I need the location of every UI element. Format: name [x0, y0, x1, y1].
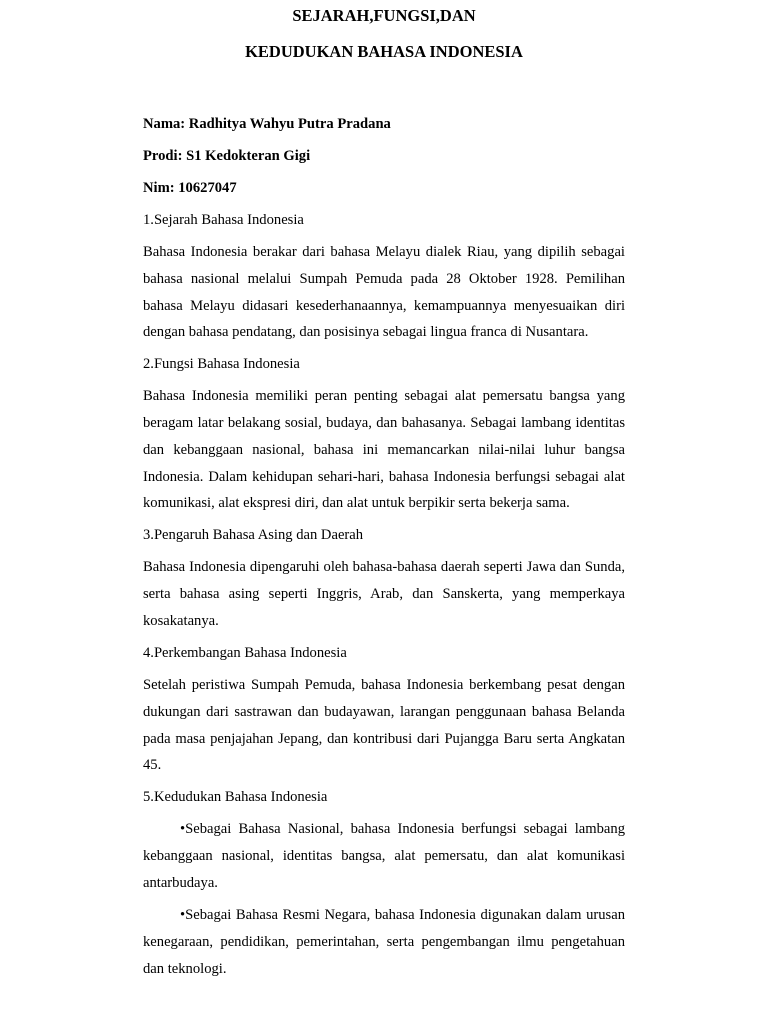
section-body-sejarah: Bahasa Indonesia berakar dari bahasa Melayu dialek Riau, yang dipilih sebagai bahasa nasional melalui Sumpah Pemuda pada 28 Oktober 1928. Pemilihan bahasa Melayu didasari kesederhanaannya, kemampuannya menyesuaikan diri dengan bahasa pendatang, dan posisinya sebagai lingua franca di Nusantara.: [143, 243, 625, 341]
section-body-fungsi: Bahasa Indonesia memiliki peran penting sebagai alat pemersatu bangsa yang beragam latar belakang sosial, budaya, dan bahasanya. Sebagai lambang identitas dan kebanggaan nasional, bahasa ini memancarkan nilai-nilai luhur bangsa Indonesia. Dalam kehidupan sehari-hari, bahasa Indonesia berfungsi sebagai alat komunikasi, alat ekspresi diri, dan alat untuk berpikir serta bekerja sama.: [143, 388, 625, 512]
bullet-bahasa-resmi-negara: •Sebagai Bahasa Resmi Negara, bahasa Indonesia digunakan dalam urusan kenegaraan, pendidikan, pemerintahan, serta pengembangan ilmu pengetahuan dan teknologi.: [143, 906, 625, 977]
bullet-bahasa-nasional: •Sebagai Bahasa Nasional, bahasa Indonesia berfungsi sebagai lambang kebanggaan nasional, identitas bangsa, alat pemersatu, dan alat komunikasi antarbudaya.: [143, 821, 625, 891]
author-student-id: Nim: 10627047: [143, 179, 237, 196]
section-heading-pengaruh: 3.Pengaruh Bahasa Asing dan Daerah: [143, 527, 364, 544]
section-heading-perkembangan: 4.Perkembangan Bahasa Indonesia: [143, 645, 347, 662]
section-body-pengaruh: Bahasa Indonesia dipengaruhi oleh bahasa-bahasa daerah seperti Jawa dan Sunda, serta bahasa asing seperti Inggris, Arab, dan Sanskerta, yang memperkaya kosakatanya.: [143, 559, 625, 630]
section-heading-sejarah: 1.Sejarah Bahasa Indonesia: [143, 211, 304, 228]
document-title-line-2: KEDUDUKAN BAHASA INDONESIA: [245, 42, 523, 61]
author-name: Nama: Radhitya Wahyu Putra Pradana: [143, 116, 391, 132]
section-heading-fungsi: 2.Fungsi Bahasa Indonesia: [143, 356, 300, 373]
document-body: [143, 111, 625, 988]
section-heading-kedudukan: 5.Kedudukan Bahasa Indonesia: [143, 789, 328, 806]
section-body-perkembangan: Setelah peristiwa Sumpah Pemuda, bahasa Indonesia berkembang pesat dengan dukungan dari sastrawan dan budayawan, larangan penggunaan bahasa Belanda pada masa penjajahan Jepang, dan kontribusi dari Pujangga Baru serta Angkatan 45.: [143, 677, 625, 774]
document-title-line-1: SEJARAH,FUNGSI,DAN: [292, 6, 476, 25]
author-program: Prodi: S1 Kedokteran Gigi: [143, 147, 311, 164]
